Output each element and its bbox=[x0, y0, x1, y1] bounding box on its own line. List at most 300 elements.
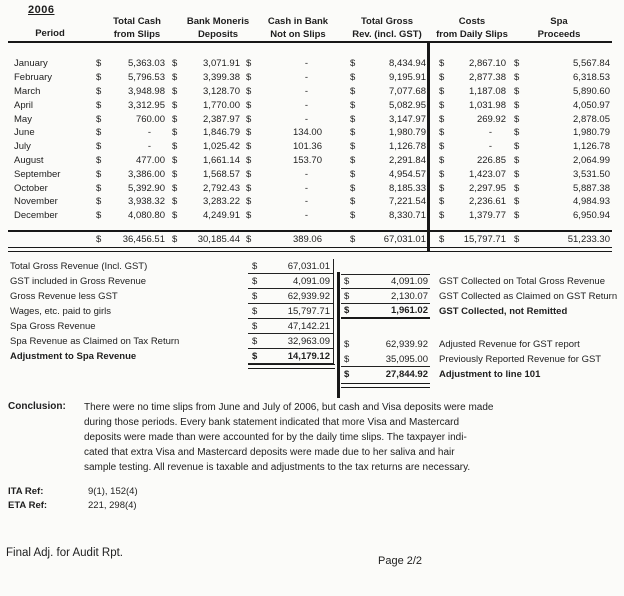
currency-symbol: $ bbox=[350, 85, 356, 97]
right-summary-label: GST Collected on Total Gross Revenue bbox=[439, 276, 605, 287]
currency-symbol: $ bbox=[514, 127, 520, 139]
currency-symbol: $ bbox=[246, 99, 252, 111]
summary-adj-double-rule bbox=[341, 383, 430, 388]
cell-value: 2,877.38 bbox=[469, 72, 506, 84]
cell-value: 1,980.79 bbox=[389, 127, 426, 139]
cell-value: 4,080.80 bbox=[128, 210, 165, 222]
currency-symbol: $ bbox=[350, 196, 356, 208]
cell-value: - bbox=[304, 196, 308, 208]
cell-value: 389.06 bbox=[292, 234, 322, 246]
summary-value bbox=[248, 349, 334, 364]
cell-total-gross-rev bbox=[324, 154, 428, 168]
summary-row bbox=[10, 274, 334, 289]
currency-symbol: $ bbox=[246, 85, 252, 97]
currency-symbol: $ bbox=[172, 234, 178, 246]
summary-label: Spa Gross Revenue bbox=[10, 321, 96, 332]
currency-symbol: $ bbox=[439, 127, 445, 139]
currency-symbol: $ bbox=[514, 234, 520, 246]
cell-value: 5,392.90 bbox=[128, 182, 165, 194]
summary-gst bbox=[341, 274, 617, 319]
cell-value: - bbox=[304, 210, 308, 222]
cell-value: - bbox=[304, 99, 308, 111]
cell-value: 1,980.79 bbox=[573, 127, 610, 139]
currency-symbol: $ bbox=[96, 182, 102, 194]
cell-bank-moneris-deposits bbox=[168, 233, 242, 247]
currency-symbol: $ bbox=[344, 339, 350, 350]
right-summary-label: GST Collected as Claimed on GST Return bbox=[439, 291, 618, 302]
cell-value: 3,948.98 bbox=[128, 85, 165, 97]
cell-value: 153.70 bbox=[292, 154, 322, 166]
table-row bbox=[8, 98, 612, 112]
right-summary-label: GST Collected, not Remitted bbox=[439, 306, 568, 317]
cell-value: 2,792.43 bbox=[203, 182, 240, 194]
cell-value: - bbox=[147, 127, 151, 139]
footer-title: Final Adj. for Audit Rpt. bbox=[6, 547, 123, 559]
summary-value bbox=[248, 289, 334, 304]
currency-symbol: $ bbox=[514, 99, 520, 111]
summary-value bbox=[248, 334, 334, 349]
cell-cash-in-bank-not-on-slips bbox=[242, 140, 324, 154]
table-body bbox=[8, 57, 612, 223]
currency-symbol: $ bbox=[246, 196, 252, 208]
currency-symbol: $ bbox=[350, 141, 356, 153]
cell-cash-in-bank-not-on-slips bbox=[242, 233, 324, 247]
cell-total-gross-rev bbox=[324, 57, 428, 71]
summary-label: Gross Revenue less GST bbox=[10, 291, 118, 302]
summary-label: Adjustment to Spa Revenue bbox=[10, 351, 137, 362]
currency-symbol: $ bbox=[246, 154, 252, 166]
table-row bbox=[8, 167, 612, 181]
column-header-spa-proceeds bbox=[499, 15, 619, 41]
cell-spa-proceeds bbox=[508, 57, 612, 71]
currency-symbol: $ bbox=[350, 234, 356, 246]
cell-value: 4,249.91 bbox=[203, 210, 240, 222]
currency-symbol: $ bbox=[252, 260, 258, 272]
cell-value: 8,434.94 bbox=[389, 58, 426, 70]
cell-value: 67,031.01 bbox=[383, 234, 426, 246]
cell-spa-proceeds bbox=[508, 85, 612, 99]
adjustment-row bbox=[341, 352, 601, 367]
cell-value: 5,890.60 bbox=[573, 85, 610, 97]
currency-symbol: $ bbox=[350, 113, 356, 125]
ita-ref-label: ITA Ref: bbox=[8, 485, 44, 497]
summary-amount: 47,142.21 bbox=[287, 320, 330, 332]
currency-symbol: $ bbox=[252, 335, 258, 347]
summary-label: Spa Revenue as Claimed on Tax Return bbox=[10, 336, 180, 347]
currency-symbol: $ bbox=[350, 154, 356, 166]
currency-symbol: $ bbox=[350, 127, 356, 139]
row-period: July bbox=[14, 141, 31, 153]
cell-value: 2,291.84 bbox=[389, 154, 426, 166]
summary-value bbox=[248, 259, 334, 274]
currency-symbol: $ bbox=[344, 276, 350, 287]
table-row bbox=[8, 85, 612, 99]
references bbox=[8, 484, 138, 512]
right-summary-amount: 27,844.92 bbox=[385, 369, 428, 380]
currency-symbol: $ bbox=[252, 290, 258, 302]
cell-cash-in-bank-not-on-slips bbox=[242, 167, 324, 181]
cell-spa-proceeds bbox=[508, 140, 612, 154]
cell-value: 1,661.14 bbox=[203, 154, 240, 166]
cell-total-gross-rev bbox=[324, 126, 428, 140]
row-period: March bbox=[14, 85, 41, 97]
currency-symbol: $ bbox=[246, 127, 252, 139]
cell-value: 3,128.70 bbox=[203, 85, 240, 97]
cell-value: 3,386.00 bbox=[128, 168, 165, 180]
column-header-line2: Deposits bbox=[197, 29, 239, 40]
currency-symbol: $ bbox=[96, 85, 102, 97]
summary-row bbox=[10, 319, 334, 334]
summary-value bbox=[248, 319, 334, 334]
cell-cash-in-bank-not-on-slips bbox=[242, 209, 324, 223]
eta-ref-value: 221, 298(4) bbox=[88, 499, 137, 511]
cell-value: 269.92 bbox=[476, 113, 506, 125]
cell-spa-proceeds bbox=[508, 167, 612, 181]
currency-symbol: $ bbox=[96, 113, 102, 125]
column-header-line1: Total Gross bbox=[360, 16, 414, 27]
row-period: December bbox=[14, 210, 58, 222]
currency-symbol: $ bbox=[514, 196, 520, 208]
cell-value: 1,025.42 bbox=[203, 141, 240, 153]
row-period: October bbox=[14, 182, 48, 194]
cell-total-cash-from-slips bbox=[88, 167, 168, 181]
cell-value: 9,195.91 bbox=[389, 72, 426, 84]
currency-symbol: $ bbox=[514, 182, 520, 194]
currency-symbol: $ bbox=[96, 99, 102, 111]
table-row bbox=[8, 140, 612, 154]
cell-value: 134.00 bbox=[292, 127, 322, 139]
currency-symbol: $ bbox=[439, 141, 445, 153]
summary-row bbox=[10, 334, 334, 349]
cell-value: 5,796.53 bbox=[128, 72, 165, 84]
cell-cash-in-bank-not-on-slips bbox=[242, 195, 324, 209]
totals-row bbox=[8, 233, 612, 247]
currency-symbol: $ bbox=[172, 85, 178, 97]
cell-total-cash-from-slips bbox=[88, 112, 168, 126]
cell-bank-moneris-deposits bbox=[168, 209, 242, 223]
cell-total-cash-from-slips bbox=[88, 71, 168, 85]
cell-value: 4,984.93 bbox=[573, 196, 610, 208]
currency-symbol: $ bbox=[514, 113, 520, 125]
cell-spa-proceeds bbox=[508, 98, 612, 112]
currency-symbol: $ bbox=[514, 58, 520, 70]
right-summary-amount: 62,939.92 bbox=[385, 339, 428, 350]
summary-left-double-rule bbox=[248, 364, 335, 369]
currency-symbol: $ bbox=[96, 154, 102, 166]
currency-symbol: $ bbox=[514, 85, 520, 97]
gst-row bbox=[341, 304, 617, 319]
cell-value: - bbox=[304, 113, 308, 125]
conclusion-text bbox=[84, 401, 599, 476]
right-summary-value bbox=[341, 304, 430, 319]
cell-costs-from-daily-slips bbox=[428, 167, 508, 181]
cell-value: 1,379.77 bbox=[469, 210, 506, 222]
table-row bbox=[8, 154, 612, 168]
cell-spa-proceeds bbox=[508, 112, 612, 126]
currency-symbol: $ bbox=[96, 72, 102, 84]
summary-value bbox=[248, 274, 334, 289]
cell-value: 51,233.30 bbox=[567, 234, 610, 246]
cell-spa-proceeds bbox=[508, 71, 612, 85]
row-period: January bbox=[14, 58, 48, 70]
cell-bank-moneris-deposits bbox=[168, 126, 242, 140]
currency-symbol: $ bbox=[172, 141, 178, 153]
cell-cash-in-bank-not-on-slips bbox=[242, 181, 324, 195]
cell-spa-proceeds bbox=[508, 181, 612, 195]
totals-double-rule bbox=[8, 247, 612, 252]
cell-value: 5,567.84 bbox=[573, 58, 610, 70]
table-row bbox=[8, 112, 612, 126]
cell-value: 3,312.95 bbox=[128, 99, 165, 111]
cell-total-cash-from-slips bbox=[88, 209, 168, 223]
cell-total-cash-from-slips bbox=[88, 85, 168, 99]
currency-symbol: $ bbox=[96, 168, 102, 180]
cell-value: 6,950.94 bbox=[573, 210, 610, 222]
cell-bank-moneris-deposits bbox=[168, 85, 242, 99]
currency-symbol: $ bbox=[172, 210, 178, 222]
cell-total-gross-rev bbox=[324, 85, 428, 99]
cell-value: 5,082.95 bbox=[389, 99, 426, 111]
right-summary-value bbox=[341, 367, 430, 382]
cell-total-gross-rev bbox=[324, 195, 428, 209]
column-header-line1: Spa bbox=[550, 16, 568, 27]
cell-value: 4,050.97 bbox=[573, 99, 610, 111]
ita-ref-value: 9(1), 152(4) bbox=[88, 485, 138, 497]
cell-value: 1,126.78 bbox=[389, 141, 426, 153]
currency-symbol: $ bbox=[246, 182, 252, 194]
currency-symbol: $ bbox=[172, 58, 178, 70]
conclusion-line: deposits were made than were accounted for by the daily time slips. The taxpayer indi- bbox=[84, 431, 467, 443]
right-summary-amount: 2,130.07 bbox=[391, 290, 428, 302]
row-period: February bbox=[14, 72, 53, 84]
summary-adj bbox=[341, 337, 601, 382]
cell-value: 2,387.97 bbox=[203, 113, 240, 125]
table-row bbox=[8, 126, 612, 140]
table-row bbox=[8, 209, 612, 223]
cell-value: - bbox=[304, 58, 308, 70]
row-period: April bbox=[14, 99, 34, 111]
cell-total-cash-from-slips bbox=[88, 57, 168, 71]
ita-ref-row bbox=[8, 484, 138, 498]
currency-symbol: $ bbox=[439, 210, 445, 222]
cell-value: 1,770.00 bbox=[203, 99, 240, 111]
cell-costs-from-daily-slips bbox=[428, 140, 508, 154]
cell-total-cash-from-slips bbox=[88, 126, 168, 140]
cell-total-gross-rev bbox=[324, 140, 428, 154]
table-row bbox=[8, 57, 612, 71]
cell-costs-from-daily-slips bbox=[428, 209, 508, 223]
cell-total-gross-rev bbox=[324, 98, 428, 112]
cell-value: - bbox=[488, 141, 492, 153]
cell-value: 1,423.07 bbox=[469, 168, 506, 180]
currency-symbol: $ bbox=[350, 210, 356, 222]
cell-spa-proceeds bbox=[508, 209, 612, 223]
currency-symbol: $ bbox=[439, 182, 445, 194]
cell-costs-from-daily-slips bbox=[428, 154, 508, 168]
cell-value: 2,236.61 bbox=[469, 196, 506, 208]
currency-symbol: $ bbox=[350, 72, 356, 84]
cell-value: 1,126.78 bbox=[573, 141, 610, 153]
cell-costs-from-daily-slips bbox=[428, 181, 508, 195]
adjustment-row bbox=[341, 367, 601, 382]
currency-symbol: $ bbox=[439, 85, 445, 97]
row-period: August bbox=[14, 154, 44, 166]
row-period: June bbox=[14, 127, 35, 139]
currency-symbol: $ bbox=[96, 58, 102, 70]
currency-symbol: $ bbox=[439, 196, 445, 208]
column-header-period: Period bbox=[35, 28, 65, 39]
cell-cash-in-bank-not-on-slips bbox=[242, 71, 324, 85]
currency-symbol: $ bbox=[252, 275, 258, 287]
currency-symbol: $ bbox=[514, 141, 520, 153]
table-totals bbox=[8, 233, 612, 247]
cell-bank-moneris-deposits bbox=[168, 98, 242, 112]
cell-spa-proceeds bbox=[508, 233, 612, 247]
currency-symbol: $ bbox=[439, 99, 445, 111]
summary-left bbox=[10, 259, 334, 364]
cell-value: 101.36 bbox=[292, 141, 322, 153]
cell-cash-in-bank-not-on-slips bbox=[242, 112, 324, 126]
summary-amount: 32,963.09 bbox=[287, 335, 330, 347]
currency-symbol: $ bbox=[439, 72, 445, 84]
cell-bank-moneris-deposits bbox=[168, 112, 242, 126]
cell-spa-proceeds bbox=[508, 154, 612, 168]
summary-amount: 15,797.71 bbox=[287, 305, 330, 317]
currency-symbol: $ bbox=[172, 196, 178, 208]
right-summary-amount: 35,095.00 bbox=[385, 353, 428, 365]
currency-symbol: $ bbox=[252, 320, 258, 332]
cell-cash-in-bank-not-on-slips bbox=[242, 154, 324, 168]
cell-spa-proceeds bbox=[508, 195, 612, 209]
cell-value: 1,846.79 bbox=[203, 127, 240, 139]
year-title: 2006 bbox=[28, 4, 55, 16]
currency-symbol: $ bbox=[96, 141, 102, 153]
currency-symbol: $ bbox=[344, 290, 350, 302]
eta-ref-row bbox=[8, 498, 138, 512]
currency-symbol: $ bbox=[514, 168, 520, 180]
cell-total-gross-rev bbox=[324, 112, 428, 126]
right-summary-value bbox=[341, 289, 430, 304]
right-summary-amount: 1,961.02 bbox=[391, 305, 428, 316]
cell-value: - bbox=[488, 127, 492, 139]
column-header-line2: Not on Slips bbox=[270, 29, 326, 40]
summary-label: Wages, etc. paid to girls bbox=[10, 306, 112, 317]
currency-symbol: $ bbox=[246, 234, 252, 246]
cell-value: 5,887.38 bbox=[573, 182, 610, 194]
currency-symbol: $ bbox=[246, 168, 252, 180]
column-header-line2: Proceeds bbox=[537, 29, 581, 40]
currency-symbol: $ bbox=[350, 168, 356, 180]
page-number: Page 2/2 bbox=[378, 555, 423, 567]
conclusion-line: cated that extra Visa and Mastercard deposits were made due to her saliva and hair bbox=[84, 446, 455, 458]
currency-symbol: $ bbox=[172, 182, 178, 194]
table-row bbox=[8, 195, 612, 209]
cell-cash-in-bank-not-on-slips bbox=[242, 85, 324, 99]
currency-symbol: $ bbox=[439, 113, 445, 125]
cell-total-cash-from-slips bbox=[88, 154, 168, 168]
summary-vertical-divider bbox=[337, 272, 340, 398]
cell-value: 1,568.57 bbox=[203, 168, 240, 180]
conclusion-label: Conclusion: bbox=[8, 401, 66, 412]
currency-symbol: $ bbox=[439, 168, 445, 180]
table-row bbox=[8, 71, 612, 85]
cell-value: - bbox=[304, 72, 308, 84]
cell-costs-from-daily-slips bbox=[428, 126, 508, 140]
right-summary-label: Previously Reported Revenue for GST bbox=[439, 354, 602, 365]
summary-label: Total Gross Revenue (Incl. GST) bbox=[10, 261, 148, 272]
cell-value: 3,938.32 bbox=[128, 196, 165, 208]
currency-symbol: $ bbox=[172, 127, 178, 139]
cell-value: 30,185.44 bbox=[197, 234, 240, 246]
conclusion-line: There were no time slips from June and July of 2006, but cash and Visa deposits were made bbox=[84, 402, 494, 413]
cell-value: 15,797.71 bbox=[463, 234, 506, 246]
summary-amount: 62,939.92 bbox=[287, 290, 330, 302]
row-period: November bbox=[14, 196, 58, 208]
currency-symbol: $ bbox=[350, 182, 356, 194]
cell-value: 3,071.91 bbox=[203, 58, 240, 70]
cell-value: 36,456.51 bbox=[122, 234, 165, 246]
cell-bank-moneris-deposits bbox=[168, 154, 242, 168]
cell-total-cash-from-slips bbox=[88, 181, 168, 195]
table-row bbox=[8, 181, 612, 195]
cell-value: 226.85 bbox=[476, 154, 506, 166]
column-header-line2: from Slips bbox=[113, 29, 161, 40]
cell-costs-from-daily-slips bbox=[428, 98, 508, 112]
currency-symbol: $ bbox=[252, 350, 258, 362]
right-summary-amount: 4,091.09 bbox=[391, 276, 428, 287]
cell-costs-from-daily-slips bbox=[428, 57, 508, 71]
cell-cash-in-bank-not-on-slips bbox=[242, 98, 324, 112]
currency-symbol: $ bbox=[514, 72, 520, 84]
right-summary-value bbox=[341, 274, 430, 289]
row-period: May bbox=[14, 113, 32, 125]
currency-symbol: $ bbox=[172, 154, 178, 166]
cell-total-cash-from-slips bbox=[88, 195, 168, 209]
cell-bank-moneris-deposits bbox=[168, 71, 242, 85]
row-period: September bbox=[14, 168, 61, 180]
currency-symbol: $ bbox=[246, 210, 252, 222]
currency-symbol: $ bbox=[96, 127, 102, 139]
summary-label: GST included in Gross Revenue bbox=[10, 276, 147, 287]
summary-amount: 67,031.01 bbox=[287, 260, 330, 272]
cell-total-cash-from-slips bbox=[88, 233, 168, 247]
cell-total-gross-rev bbox=[324, 233, 428, 247]
currency-symbol: $ bbox=[246, 113, 252, 125]
cell-value: - bbox=[304, 85, 308, 97]
summary-row bbox=[10, 304, 334, 319]
cell-value: 1,187.08 bbox=[469, 85, 506, 97]
column-header-line1: Cash in Bank bbox=[267, 16, 329, 27]
totals-top-rule bbox=[8, 230, 612, 232]
cell-value: - bbox=[304, 182, 308, 194]
cell-total-gross-rev bbox=[324, 167, 428, 181]
cell-total-gross-rev bbox=[324, 71, 428, 85]
cell-value: 2,878.05 bbox=[573, 113, 610, 125]
cell-value: 3,147.97 bbox=[389, 113, 426, 125]
gst-row bbox=[341, 274, 617, 289]
cell-value: 2,297.95 bbox=[469, 182, 506, 194]
column-header-line1: Total Cash bbox=[113, 16, 161, 27]
right-summary-label: Adjusted Revenue for GST report bbox=[439, 339, 580, 350]
currency-symbol: $ bbox=[514, 154, 520, 166]
currency-symbol: $ bbox=[439, 154, 445, 166]
cell-value: 7,077.68 bbox=[389, 85, 426, 97]
cell-total-cash-from-slips bbox=[88, 98, 168, 112]
currency-symbol: $ bbox=[252, 305, 258, 317]
cell-value: 3,399.38 bbox=[203, 72, 240, 84]
currency-symbol: $ bbox=[172, 99, 178, 111]
cell-value: 3,531.50 bbox=[573, 168, 610, 180]
